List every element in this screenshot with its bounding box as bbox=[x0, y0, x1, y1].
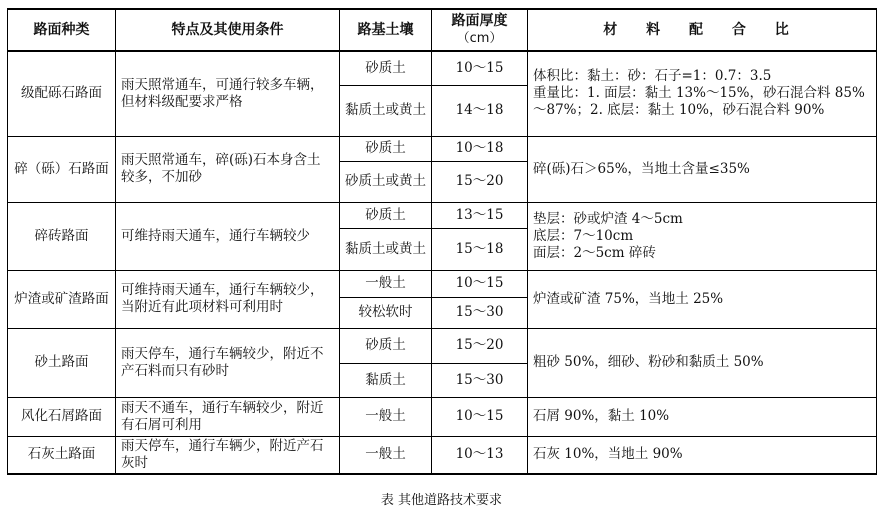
thickness-cell: 14～18 bbox=[432, 85, 528, 136]
header-thickness-label: 路面厚度 bbox=[451, 13, 508, 29]
thickness-cell: 15～20 bbox=[432, 161, 528, 202]
soil-cell: 一般土 bbox=[340, 397, 432, 436]
mix-line: 底层：7～10cm bbox=[533, 227, 634, 244]
soil-cell: 黏质土或黄土 bbox=[340, 85, 432, 136]
mix-cell: 炉渣或矿渣 75%，当地土 25% bbox=[528, 270, 877, 328]
table-row bbox=[8, 51, 877, 85]
thickness-cell: 10～15 bbox=[432, 51, 528, 85]
soil-cell: 砂质土 bbox=[340, 328, 432, 363]
soil-cell: 黏质土或黄土 bbox=[340, 228, 432, 270]
soil-cell: 一般土 bbox=[340, 436, 432, 474]
features-cell: 雨天停车，通行车辆少，附近产石灰时 bbox=[116, 436, 340, 474]
table-row bbox=[8, 328, 877, 363]
soil-cell: 砂质土 bbox=[340, 136, 432, 161]
soil-cell: 较松软时 bbox=[340, 297, 432, 328]
header-type: 路面种类 bbox=[8, 9, 116, 51]
thickness-cell: 15～30 bbox=[432, 297, 528, 328]
soil-cell: 砂质土 bbox=[340, 202, 432, 228]
mix-line: 重量比：1. 面层：黏土 13%～15%，砂石混合料 85%～87%；2. 底层：黏土 10%，砂石混合料 90% bbox=[533, 85, 865, 119]
mix-cell: 石屑 90%，黏土 10% bbox=[528, 397, 877, 436]
mix-cell bbox=[528, 51, 877, 136]
mix-cell bbox=[528, 202, 877, 270]
thickness-cell: 10～15 bbox=[432, 270, 528, 297]
soil-cell: 砂质土或黄土 bbox=[340, 161, 432, 202]
pavement-type-cell: 碎砖路面 bbox=[8, 202, 116, 270]
features-cell: 可维持雨天通车，通行车辆较少，当附近有此项材料可利用时 bbox=[116, 270, 340, 328]
mix-line: 面层：2～5cm 碎砖 bbox=[533, 244, 656, 261]
mix-line: 垫层：砂或炉渣 4～5cm bbox=[533, 210, 683, 227]
thickness-cell: 15～30 bbox=[432, 363, 528, 397]
mix-cell: 碎(砾)石＞65%，当地土含量≤35% bbox=[528, 136, 877, 202]
pavement-type-cell: 砂土路面 bbox=[8, 328, 116, 397]
table-row bbox=[8, 136, 877, 161]
header-soil: 路基土壤 bbox=[340, 9, 432, 51]
table-row bbox=[8, 397, 877, 436]
pavement-table bbox=[7, 8, 877, 475]
features-cell: 雨天照常通车，可通行较多车辆，但材料级配要求严格 bbox=[116, 51, 340, 136]
header-thickness-unit: （cm） bbox=[456, 31, 503, 46]
thickness-cell: 10～13 bbox=[432, 436, 528, 474]
header-thickness bbox=[432, 9, 528, 51]
table-row bbox=[8, 202, 877, 228]
mix-cell: 石灰 10%，当地土 90% bbox=[528, 436, 877, 474]
table-row bbox=[8, 436, 877, 474]
header-row bbox=[8, 9, 877, 51]
features-cell: 雨天照常通车，碎(砾)石本身含土较多，不加砂 bbox=[116, 136, 340, 202]
pavement-type-cell: 石灰土路面 bbox=[8, 436, 116, 474]
mix-cell: 粗砂 50%，细砂、粉砂和黏质土 50% bbox=[528, 328, 877, 397]
pavement-type-cell: 级配砾石路面 bbox=[8, 51, 116, 136]
thickness-cell: 15～20 bbox=[432, 328, 528, 363]
thickness-cell: 10～15 bbox=[432, 397, 528, 436]
pavement-type-cell: 风化石屑路面 bbox=[8, 397, 116, 436]
thickness-cell: 13～15 bbox=[432, 202, 528, 228]
soil-cell: 一般土 bbox=[340, 270, 432, 297]
mix-line: 体积比：黏土：砂：石子=1：0.7：3.5 bbox=[533, 68, 772, 85]
features-cell: 雨天停车，通行车辆较少，附近不产石料而只有砂时 bbox=[116, 328, 340, 397]
features-cell: 可维持雨天通车，通行车辆较少 bbox=[116, 202, 340, 270]
header-features: 特点及其使用条件 bbox=[116, 9, 340, 51]
table-row bbox=[8, 270, 877, 297]
thickness-cell: 10～18 bbox=[432, 136, 528, 161]
pavement-type-cell: 碎（砾）石路面 bbox=[8, 136, 116, 202]
soil-cell: 砂质土 bbox=[340, 51, 432, 85]
thickness-cell: 15～18 bbox=[432, 228, 528, 270]
table-caption: 表 其他道路技术要求 bbox=[380, 493, 503, 508]
pavement-type-cell: 炉渣或矿渣路面 bbox=[8, 270, 116, 328]
soil-cell: 黏质土 bbox=[340, 363, 432, 397]
header-mix: 材 料 配 合 比 bbox=[528, 9, 877, 51]
features-cell: 雨天不通车，通行车辆较少，附近有石屑可利用 bbox=[116, 397, 340, 436]
